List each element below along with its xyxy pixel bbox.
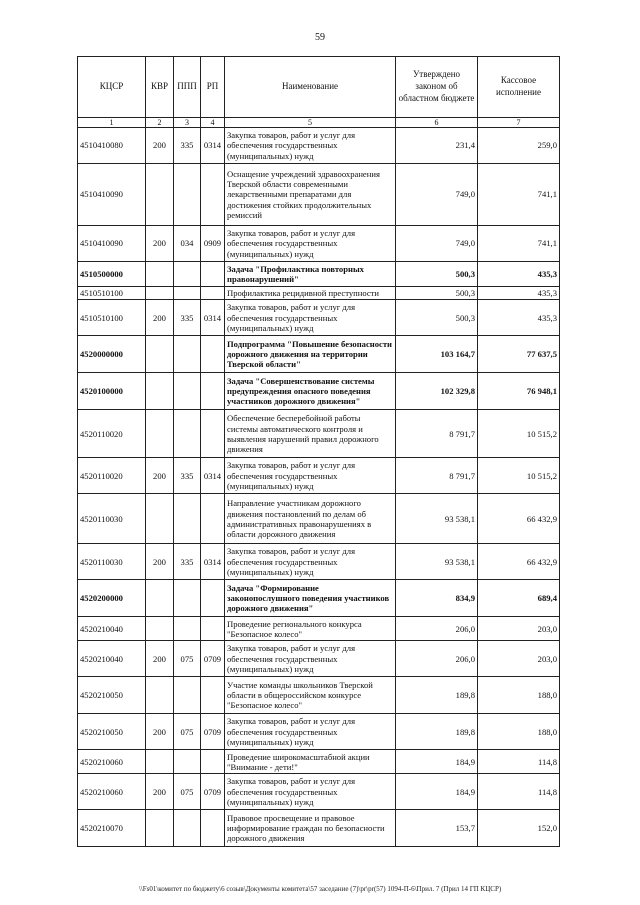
- executed-amount-cell: 435,3: [478, 300, 560, 336]
- name-cell: Закупка товаров, работ и услуг для обеспечения государственных (муниципальных) нужд: [225, 128, 396, 164]
- approved-amount-cell: 93 538,1: [396, 544, 478, 580]
- executed-amount-cell: 188,0: [478, 677, 560, 714]
- table-row: [78, 128, 560, 164]
- name-cell: Задача "Совершенствование системы предупреждения опасного поведения участников дорожного движения": [225, 373, 396, 410]
- kcsr-cell: 4520110030: [78, 544, 146, 580]
- kcsr-cell: 4510410090: [78, 226, 146, 262]
- ppp-cell: [174, 810, 201, 847]
- table-row: [78, 810, 560, 847]
- table-header-row: [78, 57, 560, 118]
- kvr-cell: 200: [146, 714, 174, 750]
- name-cell: Обеспечение бесперебойной работы системы автоматического контроля и выявления нарушений правил дорожного движения: [225, 410, 396, 458]
- rp-cell: [201, 580, 225, 617]
- rp-cell: 0314: [201, 300, 225, 336]
- ppp-cell: [174, 287, 201, 300]
- executed-amount-cell: 10 515,2: [478, 458, 560, 494]
- name-cell: Задача "Формирование законопослушного поведения участников дорожного движения": [225, 580, 396, 617]
- name-cell: Закупка товаров, работ и услуг для обеспечения государственных (муниципальных) нужд: [225, 300, 396, 336]
- rp-cell: [201, 677, 225, 714]
- approved-amount-cell: 153,7: [396, 810, 478, 847]
- header-kvr: КВР: [146, 57, 174, 118]
- kvr-cell: [146, 164, 174, 226]
- approved-amount-cell: 184,9: [396, 774, 478, 810]
- executed-amount-cell: 435,3: [478, 262, 560, 287]
- kvr-cell: 200: [146, 774, 174, 810]
- rp-cell: 0314: [201, 128, 225, 164]
- ppp-cell: 335: [174, 544, 201, 580]
- kvr-cell: 200: [146, 226, 174, 262]
- rp-cell: 0709: [201, 774, 225, 810]
- table-row: [78, 226, 560, 262]
- name-cell: Участие команды школьников Тверской области в общероссийском конкурсе "Безопасное колесо": [225, 677, 396, 714]
- approved-amount-cell: 749,0: [396, 164, 478, 226]
- approved-amount-cell: 500,3: [396, 287, 478, 300]
- name-cell: Профилактика рецидивной преступности: [225, 287, 396, 300]
- table-row: [78, 373, 560, 410]
- table-row: [78, 677, 560, 714]
- table-row: [78, 544, 560, 580]
- kvr-cell: [146, 410, 174, 458]
- approved-amount-cell: 189,8: [396, 677, 478, 714]
- table-row: [78, 641, 560, 677]
- rp-cell: [201, 262, 225, 287]
- approved-amount-cell: 103 164,7: [396, 336, 478, 373]
- header-rp: РП: [201, 57, 225, 118]
- rp-cell: 0314: [201, 458, 225, 494]
- kcsr-cell: 4520210040: [78, 641, 146, 677]
- rp-cell: [201, 617, 225, 641]
- executed-amount-cell: 203,0: [478, 641, 560, 677]
- ppp-cell: 075: [174, 774, 201, 810]
- approved-amount-cell: 93 538,1: [396, 494, 478, 544]
- header-approved: Утверждено законом об областном бюджете: [396, 57, 478, 118]
- kvr-cell: [146, 287, 174, 300]
- header-kcsr: КЦСР: [78, 57, 146, 118]
- executed-amount-cell: 741,1: [478, 226, 560, 262]
- ppp-cell: 075: [174, 641, 201, 677]
- executed-amount-cell: 188,0: [478, 714, 560, 750]
- executed-amount-cell: 203,0: [478, 617, 560, 641]
- rp-cell: [201, 164, 225, 226]
- ppp-cell: 335: [174, 458, 201, 494]
- ppp-cell: [174, 373, 201, 410]
- kcsr-cell: 4510410090: [78, 164, 146, 226]
- kcsr-cell: 4520100000: [78, 373, 146, 410]
- column-number: 2: [146, 118, 174, 128]
- ppp-cell: [174, 580, 201, 617]
- column-number: 3: [174, 118, 201, 128]
- column-number: 4: [201, 118, 225, 128]
- kcsr-cell: 4510500000: [78, 262, 146, 287]
- approved-amount-cell: 8 791,7: [396, 458, 478, 494]
- header-ppp: ППП: [174, 57, 201, 118]
- table-row: [78, 300, 560, 336]
- kvr-cell: 200: [146, 300, 174, 336]
- approved-amount-cell: 189,8: [396, 714, 478, 750]
- executed-amount-cell: 77 637,5: [478, 336, 560, 373]
- executed-amount-cell: 741,1: [478, 164, 560, 226]
- kcsr-cell: 4520110020: [78, 410, 146, 458]
- table-row: [78, 287, 560, 300]
- rp-cell: 0909: [201, 226, 225, 262]
- rp-cell: [201, 336, 225, 373]
- ppp-cell: 034: [174, 226, 201, 262]
- name-cell: Проведение широкомасштабной акции "Внимание - дети!": [225, 750, 396, 774]
- ppp-cell: [174, 262, 201, 287]
- column-number: 1: [78, 118, 146, 128]
- table-row: [78, 336, 560, 373]
- approved-amount-cell: 102 329,8: [396, 373, 478, 410]
- header-executed: Кассовое исполнение: [478, 57, 560, 118]
- executed-amount-cell: 259,0: [478, 128, 560, 164]
- kcsr-cell: 4520110020: [78, 458, 146, 494]
- kvr-cell: [146, 810, 174, 847]
- kvr-cell: 200: [146, 458, 174, 494]
- table-row: [78, 410, 560, 458]
- ppp-cell: [174, 164, 201, 226]
- kcsr-cell: 4520210050: [78, 714, 146, 750]
- kvr-cell: [146, 373, 174, 410]
- approved-amount-cell: 206,0: [396, 617, 478, 641]
- kvr-cell: [146, 494, 174, 544]
- approved-amount-cell: 500,3: [396, 300, 478, 336]
- name-cell: Направление участникам дорожного движения постановлений по делам об административных правонарушениях в области дорожного движения: [225, 494, 396, 544]
- kcsr-cell: 4520000000: [78, 336, 146, 373]
- kvr-cell: [146, 677, 174, 714]
- kcsr-cell: 4510410080: [78, 128, 146, 164]
- executed-amount-cell: 114,8: [478, 774, 560, 810]
- name-cell: Закупка товаров, работ и услуг для обеспечения государственных (муниципальных) нужд: [225, 458, 396, 494]
- table-row: [78, 164, 560, 226]
- ppp-cell: [174, 336, 201, 373]
- rp-cell: [201, 373, 225, 410]
- column-number-row: [78, 118, 560, 128]
- column-number: 5: [225, 118, 396, 128]
- kcsr-cell: 4520110030: [78, 494, 146, 544]
- kcsr-cell: 4510510100: [78, 300, 146, 336]
- name-cell: Закупка товаров, работ и услуг для обеспечения государственных (муниципальных) нужд: [225, 774, 396, 810]
- rp-cell: [201, 287, 225, 300]
- executed-amount-cell: 76 948,1: [478, 373, 560, 410]
- kcsr-cell: 4520200000: [78, 580, 146, 617]
- name-cell: Оснащение учреждений здравоохранения Тверской области современными лекарственными препаратами для достижения стойких продолжительных ремиссий: [225, 164, 396, 226]
- ppp-cell: 335: [174, 300, 201, 336]
- kvr-cell: [146, 262, 174, 287]
- rp-cell: [201, 810, 225, 847]
- approved-amount-cell: 231,4: [396, 128, 478, 164]
- ppp-cell: [174, 617, 201, 641]
- kcsr-cell: 4520210050: [78, 677, 146, 714]
- table-row: [78, 750, 560, 774]
- approved-amount-cell: 184,9: [396, 750, 478, 774]
- table-row: [78, 617, 560, 641]
- ppp-cell: [174, 410, 201, 458]
- column-number: 6: [396, 118, 478, 128]
- rp-cell: 0314: [201, 544, 225, 580]
- executed-amount-cell: 435,3: [478, 287, 560, 300]
- name-cell: Закупка товаров, работ и услуг для обеспечения государственных (муниципальных) нужд: [225, 544, 396, 580]
- ppp-cell: [174, 750, 201, 774]
- executed-amount-cell: 66 432,9: [478, 544, 560, 580]
- kvr-cell: [146, 336, 174, 373]
- table-row: [78, 774, 560, 810]
- kvr-cell: [146, 750, 174, 774]
- executed-amount-cell: 114,8: [478, 750, 560, 774]
- rp-cell: [201, 410, 225, 458]
- table-row: [78, 494, 560, 544]
- approved-amount-cell: 500,3: [396, 262, 478, 287]
- budget-execution-table: [77, 56, 560, 847]
- kvr-cell: [146, 580, 174, 617]
- executed-amount-cell: 66 432,9: [478, 494, 560, 544]
- name-cell: Закупка товаров, работ и услуг для обеспечения государственных (муниципальных) нужд: [225, 641, 396, 677]
- rp-cell: [201, 750, 225, 774]
- ppp-cell: 075: [174, 714, 201, 750]
- kvr-cell: [146, 617, 174, 641]
- name-cell: Проведение регионального конкурса "Безопасное колесо": [225, 617, 396, 641]
- rp-cell: 0709: [201, 714, 225, 750]
- kcsr-cell: 4520210060: [78, 774, 146, 810]
- table-row: [78, 262, 560, 287]
- executed-amount-cell: 10 515,2: [478, 410, 560, 458]
- ppp-cell: 335: [174, 128, 201, 164]
- approved-amount-cell: 206,0: [396, 641, 478, 677]
- approved-amount-cell: 8 791,7: [396, 410, 478, 458]
- kcsr-cell: 4520210070: [78, 810, 146, 847]
- name-cell: Задача "Профилактика повторных правонарушений": [225, 262, 396, 287]
- table-body: [78, 128, 560, 847]
- kvr-cell: 200: [146, 128, 174, 164]
- ppp-cell: [174, 494, 201, 544]
- executed-amount-cell: 689,4: [478, 580, 560, 617]
- executed-amount-cell: 152,0: [478, 810, 560, 847]
- name-cell: Правовое просвещение и правовое информирование граждан по безопасности дорожного движения: [225, 810, 396, 847]
- kcsr-cell: 4520210060: [78, 750, 146, 774]
- kvr-cell: 200: [146, 641, 174, 677]
- kcsr-cell: 4520210040: [78, 617, 146, 641]
- page-number: 59: [315, 32, 325, 43]
- table-row: [78, 458, 560, 494]
- kvr-cell: 200: [146, 544, 174, 580]
- rp-cell: 0709: [201, 641, 225, 677]
- name-cell: Закупка товаров, работ и услуг для обеспечения государственных (муниципальных) нужд: [225, 714, 396, 750]
- name-cell: Подпрограмма "Повышение безопасности дорожного движения на территории Тверской области": [225, 336, 396, 373]
- header-name: Наименование: [225, 57, 396, 118]
- kcsr-cell: 4510510100: [78, 287, 146, 300]
- rp-cell: [201, 494, 225, 544]
- table-row: [78, 714, 560, 750]
- document-path-footer: \\Fs01\комитет по бюджету\6 созыв\Документы комитета\57 заседание (7)\pr\pr(57) 1094-П-6\Прил. 7 (Прил 14 ГП КЦСР): [138, 885, 502, 893]
- table-row: [78, 580, 560, 617]
- approved-amount-cell: 749,0: [396, 226, 478, 262]
- column-number: 7: [478, 118, 560, 128]
- name-cell: Закупка товаров, работ и услуг для обеспечения государственных (муниципальных) нужд: [225, 226, 396, 262]
- ppp-cell: [174, 677, 201, 714]
- approved-amount-cell: 834,9: [396, 580, 478, 617]
